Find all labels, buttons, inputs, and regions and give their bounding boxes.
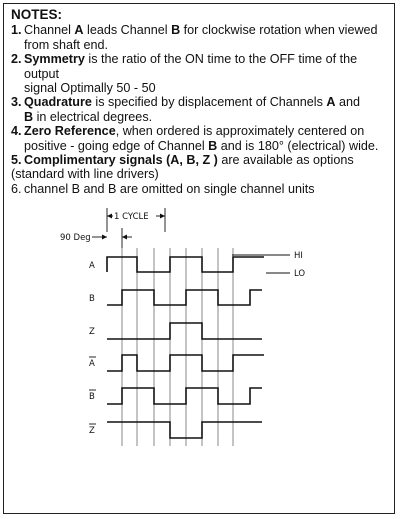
- note-text-segment: positive - going edge of Channel: [24, 138, 209, 153]
- note-number: 6.: [11, 181, 22, 196]
- waveform-z: [107, 323, 262, 339]
- cycle-arrowhead-right: [160, 214, 165, 219]
- cycle-label: 1 CYCLE: [114, 212, 149, 222]
- note-text-segment: is specified by displacement of Channels: [91, 95, 327, 110]
- note-continuation: (standard with line drivers): [11, 167, 159, 182]
- channel-label: Z: [89, 426, 95, 436]
- note-text-segment: and: [335, 95, 361, 110]
- note-text-segment: B: [208, 138, 218, 153]
- lo-label: LO: [294, 269, 306, 279]
- note-text-segment: is the ratio of the ON time to the OFF time of the output: [24, 52, 358, 81]
- note-continuation: signal Optimally 50 - 50: [24, 81, 156, 96]
- note-text-segment: Symmetry: [24, 52, 85, 67]
- note-number: 2.: [11, 52, 22, 67]
- channel-label: Z: [89, 327, 95, 337]
- note-continuation: from shaft end.: [24, 37, 108, 52]
- channel-label: A: [89, 359, 95, 369]
- note-number: 3.: [11, 95, 22, 110]
- note-text-segment: are available as options: [217, 153, 354, 168]
- note-text-segment: leads Channel: [83, 23, 172, 38]
- note-number: 4.: [11, 124, 22, 139]
- waveform-a: [107, 257, 264, 272]
- waveform-not-a: [107, 355, 264, 371]
- note-text-segment: for clockwise rotation when viewed: [180, 23, 378, 38]
- note-text-segment: B: [24, 109, 34, 124]
- cycle-arrowhead-left: [107, 214, 112, 219]
- notes-title: NOTES:: [11, 7, 63, 22]
- deg-arrowhead-right: [122, 235, 127, 240]
- note-number: 5.: [11, 153, 22, 168]
- waveform-not-z: [107, 422, 262, 438]
- note-text-segment: Zero Reference: [24, 124, 116, 139]
- note-text-segment: A: [326, 95, 336, 110]
- note-text-segment: Complimentary signals (A, B, Z ): [24, 153, 218, 168]
- note-text-segment: B: [171, 23, 181, 38]
- note-text-segment: Channel: [24, 23, 75, 38]
- note-text-segment: in electrical degrees.: [33, 109, 153, 124]
- note-text-segment: and is 180° (electrical) wide.: [217, 138, 379, 153]
- channel-label: B: [89, 392, 95, 402]
- channel-label: B: [89, 294, 95, 304]
- note-text-segment: Quadrature: [24, 95, 92, 110]
- deg-arrowhead-left: [102, 235, 107, 240]
- note-text-segment: , when ordered is approximately centered on: [115, 124, 365, 139]
- waveform-b: [107, 290, 262, 305]
- channel-label: A: [89, 261, 95, 271]
- waveform-not-b: [107, 388, 262, 404]
- note-text-segment: channel B and B are omitted on single channel units: [24, 181, 315, 196]
- note-text-segment: A: [74, 23, 84, 38]
- hi-label: HI: [294, 251, 303, 261]
- deg-label: 90 Deg: [60, 233, 91, 243]
- note-number: 1.: [11, 23, 22, 38]
